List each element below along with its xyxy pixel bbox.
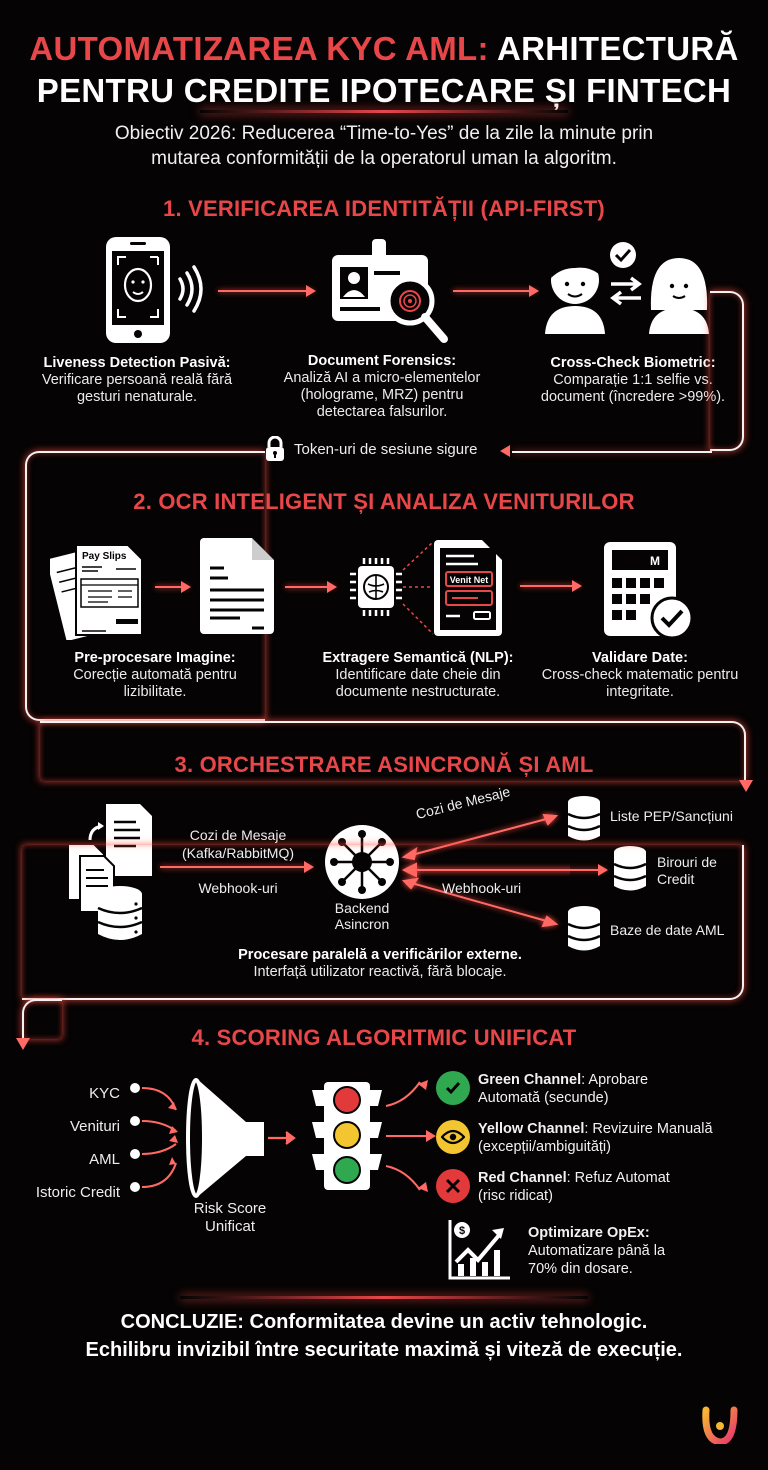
step-heading: Pre-procesare Imagine:	[74, 650, 236, 666]
section-1-title: 1. VERIFICAREA IDENTITĂȚII (API-FIRST)	[163, 196, 605, 221]
green-channel	[436, 1071, 766, 1107]
channel-text: : Revizuire Manuală	[584, 1121, 713, 1137]
page-title	[0, 28, 768, 112]
opex-growth-chart-icon	[448, 1218, 512, 1280]
label-line: (Kafka/RabbitMQ)	[181, 845, 295, 861]
opex-heading: Optimizare OpEx:	[528, 1225, 650, 1241]
label-line: Birouri de	[657, 854, 717, 870]
subtitle	[0, 121, 768, 171]
step-text: Verificare persoană reală fără gesturi nenaturale.	[41, 372, 233, 405]
flow-arrow	[453, 290, 537, 292]
id-card-fingerprint-magnifier-icon	[328, 237, 453, 352]
flow-arrow	[520, 585, 580, 587]
step-liveness-caption	[32, 355, 242, 406]
step-text: Cross-check matematic pentru integritate.	[541, 667, 739, 700]
channel-text: Automată (secunde)	[478, 1090, 609, 1106]
input-kyc-label: KYC	[89, 1085, 120, 1102]
title-line-2: PENTRU CREDITE IPOTECARE ȘI FINTECH	[36, 72, 732, 109]
arrowhead-icon	[500, 445, 510, 457]
arrowhead-icon	[739, 780, 753, 792]
svg-text:Pay Slips: Pay Slips	[82, 551, 127, 562]
step-heading: Document Forensics:	[307, 353, 457, 369]
label-line: Risk Score	[193, 1200, 267, 1217]
conclusion	[0, 1308, 768, 1364]
label-line: Cozi de Mesaje	[189, 827, 287, 843]
section-4-title: 4. SCORING ALGORITMIC UNIFICAT	[191, 1025, 577, 1050]
check-icon	[436, 1071, 470, 1105]
traffic-light-icon	[310, 1080, 440, 1192]
caption-bold: Procesare paralelă a verificărilor externe.	[238, 947, 522, 963]
subtitle-line-2: mutarea conformității de la operatorul uman la algoritm.	[151, 148, 617, 169]
scoring-funnel-icon	[126, 1070, 296, 1210]
step-heading: Extragere Semantică (NLP):	[322, 650, 514, 666]
step-text: Identificare date cheie din documente nestructurate.	[335, 667, 501, 700]
smartphone-face-scan-icon	[100, 235, 210, 352]
step-forensics-caption	[266, 353, 498, 421]
title-red-part: AUTOMATIZAREA KYC AML:	[29, 30, 497, 67]
input-venituri-label: Venituri	[69, 1118, 120, 1135]
subtitle-line-1: Obiectiv 2026: Reducerea “Time-to-Yes” de la zile la minute prin	[114, 123, 654, 144]
channel-text: (excepții/ambiguități)	[478, 1139, 611, 1155]
input-aml-label: AML	[89, 1151, 120, 1168]
flow-arrow	[218, 290, 314, 292]
opex-text: Automatizare până la	[528, 1243, 666, 1259]
flow-arrow	[285, 586, 335, 588]
input-istoric-label: Istoric Credit	[35, 1184, 120, 1201]
red-channel	[436, 1169, 766, 1205]
conclusion-divider	[180, 1296, 588, 1299]
channel-name: Yellow Channel	[478, 1121, 585, 1137]
label-line: Asincron	[334, 916, 390, 932]
label-line: Backend	[334, 900, 390, 916]
label-line: Credit	[657, 871, 695, 887]
flow-connector	[512, 451, 712, 453]
channel-text: : Aprobare	[581, 1072, 649, 1088]
secure-token-label	[264, 436, 477, 462]
svg-text:Venit Net: Venit Net	[449, 575, 489, 585]
calculator-check-icon	[602, 540, 698, 645]
step-heading: Cross-Check Biometric:	[550, 355, 716, 371]
svg-text:$: $	[458, 1225, 466, 1237]
target-pep-label: Liste PEP/Sancțiuni	[610, 808, 733, 824]
step-preprocess-caption	[50, 650, 260, 701]
eye-icon	[436, 1120, 470, 1154]
face-match-icon	[543, 240, 713, 339]
x-icon	[436, 1169, 470, 1203]
lock-icon	[264, 436, 286, 462]
step-text: Comparație 1:1 selfie vs. document (încredere >99%).	[540, 372, 726, 405]
scanned-payslips-icon	[50, 535, 150, 645]
opex-note	[528, 1224, 665, 1278]
svg-text:M: M	[650, 554, 660, 568]
step-nlp-caption	[298, 650, 538, 701]
opex-text: 70% din dosare.	[528, 1261, 633, 1277]
step-text: Corecție automată pentru lizibilitate.	[73, 667, 237, 700]
step-heading: Liveness Detection Pasivă:	[43, 355, 231, 371]
label-line: Unificat	[204, 1218, 256, 1235]
channel-name: Red Channel	[478, 1170, 567, 1186]
title-white-part: ARHITECTURĂ	[497, 30, 739, 67]
section-2-title: 2. OCR INTELIGENT ȘI ANALIZA VENITURILOR	[133, 489, 635, 514]
step-text: Analiză AI a micro-elementelor (holograme, MRZ) pentru detectarea falsurilor.	[283, 370, 481, 420]
channel-text: : Refuz Automat	[566, 1170, 670, 1186]
conclusion-line-2: Echilibru invizibil între securitate maximă și viteză de execuție.	[85, 1339, 683, 1361]
flow-connector	[710, 291, 744, 451]
channel-name: Green Channel	[478, 1072, 582, 1088]
database-icon	[566, 796, 602, 847]
flow-connector	[22, 845, 744, 1000]
webhook-label-left: Webhook-uri	[198, 880, 278, 896]
step-biometric-caption	[528, 355, 738, 406]
score-inputs	[30, 1077, 120, 1209]
brand-logo-icon	[702, 1406, 738, 1444]
conclusion-line-1: CONCLUZIE: Conformitatea devine un activ tehnologic.	[120, 1311, 648, 1333]
step-validate-caption	[540, 650, 740, 701]
ai-chip-document-icon	[348, 540, 508, 641]
webhook-label-right: Webhook-uri	[442, 880, 522, 896]
title-divider	[200, 110, 568, 113]
target-aml-label: Baze de date AML	[610, 922, 725, 938]
yellow-channel	[436, 1120, 766, 1156]
section-3-title: 3. ORCHESTRARE ASINCRONĂ ȘI AML	[174, 752, 594, 777]
queue-label-right: Cozi de Mesaje	[414, 783, 512, 822]
funnel-label	[180, 1200, 280, 1236]
caption-text: Interfață utilizator reactivă, fără blocaje.	[253, 964, 507, 980]
document-icon	[198, 538, 276, 639]
channel-text: (risc ridicat)	[478, 1188, 553, 1204]
step-heading: Validare Date:	[592, 650, 688, 666]
flow-arrow	[155, 586, 189, 588]
connector-label: Token-uri de sesiune sigure	[294, 440, 478, 458]
